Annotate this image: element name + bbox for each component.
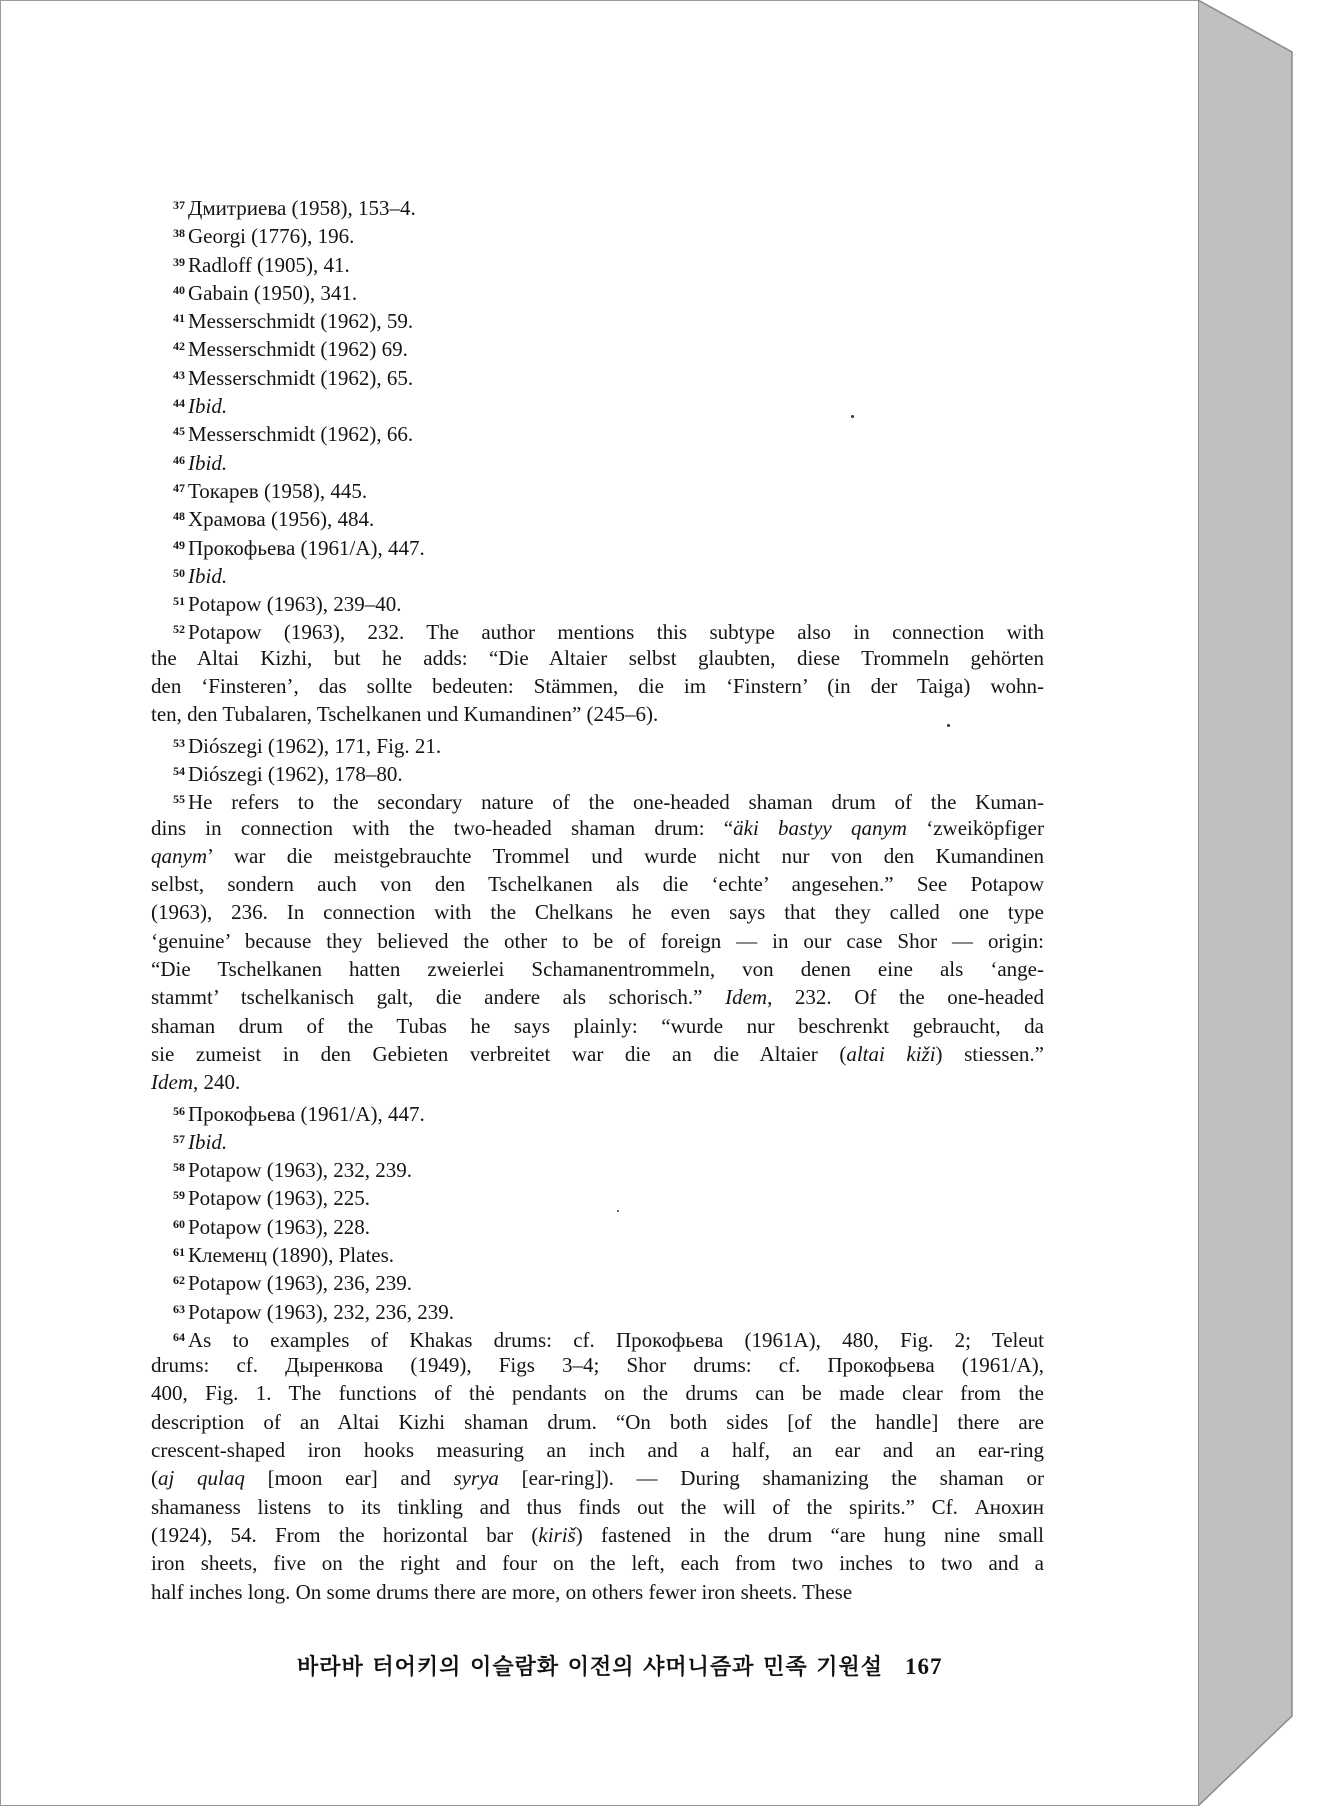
footnote	[151, 474, 1044, 502]
footnote-number: 39	[173, 254, 185, 269]
footnote-number: 58	[173, 1160, 185, 1175]
italic-text: Ibid.	[188, 394, 228, 419]
footnote-text: den ‘Finsteren’, das sollte bedeuten: Stämmen, die im ‘Finstern’ (in der Taiga) wohn-	[151, 674, 1044, 699]
footnote-text: ’ war die meistgebrauchte Trommel und wurde nicht nur von den Kumandinen	[207, 843, 1044, 868]
footnote-continuation	[151, 983, 1044, 1011]
footnote-number: 55	[173, 792, 185, 807]
footnote-number: 56	[173, 1103, 185, 1118]
footnote	[151, 304, 1044, 332]
footnote-number: 63	[173, 1301, 185, 1316]
footnote-text: Radloff (1905), 41.	[188, 252, 350, 277]
footnote-number: 53	[173, 735, 185, 750]
footnote-text: Potapow (1963), 228.	[188, 1214, 370, 1239]
footnote-text: iron sheets, five on the right and four on the left, each from two inches to two and a	[151, 1551, 1044, 1576]
footnote	[151, 1097, 1044, 1125]
footnote-continuation	[151, 1040, 1044, 1068]
footnote-continuation	[151, 955, 1044, 983]
footnote-text: Messerschmidt (1962), 59.	[188, 309, 414, 334]
footnote	[151, 587, 1044, 615]
footnote-text: Gabain (1950), 341.	[188, 280, 358, 305]
footnote	[151, 446, 1044, 474]
footnote-continuation	[151, 1521, 1044, 1549]
footnote	[151, 1210, 1044, 1238]
footnote-number: 64	[173, 1329, 185, 1344]
footnote-text: Дмитриева (1958), 153–4.	[188, 196, 416, 220]
footnote	[151, 1266, 1044, 1294]
footnote	[151, 219, 1044, 247]
footnote	[151, 361, 1044, 389]
scan-speck	[851, 415, 854, 418]
footnote-text: crescent-shaped iron hooks measuring an inch and a half, an ear and an ear-ring	[151, 1438, 1044, 1463]
footnote-text: Potapow (1963), 232, 239.	[188, 1158, 412, 1183]
footnote-text: Messerschmidt (1962), 65.	[188, 365, 414, 390]
footnote	[151, 1238, 1044, 1266]
footnote-continuation	[151, 870, 1044, 898]
footnote-text: half inches long. On some drums there are more, on others fewer iron sheets. These	[151, 1579, 853, 1604]
footnote-text: Potapow (1963), 236, 239.	[188, 1271, 412, 1296]
footnote	[151, 559, 1044, 587]
footnote	[151, 389, 1044, 417]
footnote-text: Diószegi (1962), 171, Fig. 21.	[188, 733, 442, 758]
footnote-text: [moon ear] and	[244, 1466, 454, 1491]
italic-text: Idem	[151, 1070, 193, 1095]
italic-text: altai kiži	[846, 1041, 936, 1066]
footnote-continuation	[151, 672, 1044, 700]
footnote	[151, 785, 1044, 813]
footnote-text: Georgi (1776), 196.	[188, 224, 355, 249]
scan-speck	[947, 724, 950, 727]
footnote	[151, 531, 1044, 559]
footnote-text: ) fastened in the drum “are hung nine small	[575, 1522, 1044, 1547]
footnote-continuation	[151, 644, 1044, 672]
italic-text: syrya	[453, 1466, 499, 1491]
footnote-continuation	[151, 1068, 1044, 1096]
footnote-number: 54	[173, 763, 185, 778]
footnote-number: 41	[173, 311, 185, 326]
footnote-continuation	[151, 1549, 1044, 1577]
footnote-continuation	[151, 1578, 1044, 1606]
footnote-text: dins in connection with the two-headed shaman drum: “	[151, 815, 734, 840]
footnote-text: sie zumeist in den Gebieten verbreitet war die an die Altaier (	[151, 1041, 847, 1066]
italic-text: aj qulaq	[158, 1466, 245, 1491]
footnote	[151, 1125, 1044, 1153]
footnote	[151, 1295, 1044, 1323]
footnote-number: 46	[173, 452, 185, 467]
footnote-text: Прокофьева (1961/A), 447.	[188, 1101, 425, 1126]
footnote-number: 48	[173, 509, 185, 524]
footnote-number: 40	[173, 282, 185, 297]
footnote-text: Прокофьева (1961/A), 447.	[188, 535, 425, 560]
footnote-continuation	[151, 1012, 1044, 1040]
footnote	[151, 332, 1044, 360]
footnote-text: [ear-ring]). — During shamanizing the shaman or	[498, 1466, 1044, 1491]
italic-text: Ibid.	[188, 563, 228, 588]
italic-text: Ibid.	[188, 450, 228, 475]
footnote-text: Potapow (1963), 232, 236, 239.	[188, 1299, 454, 1324]
footnote-text: Храмова (1956), 484.	[188, 507, 375, 532]
footnote-continuation	[151, 1408, 1044, 1436]
footnote-text: As to examples of Khakas drums: cf. Прокофьева (1961A), 480, Fig. 2; Teleut	[188, 1327, 1044, 1352]
footnote-continuation	[151, 1493, 1044, 1521]
footnote-number: 51	[173, 594, 185, 609]
footnote-text: Diószegi (1962), 178–80.	[188, 761, 403, 786]
footnote	[151, 615, 1044, 643]
footnote	[151, 1323, 1044, 1351]
italic-text: kiriš	[538, 1522, 576, 1547]
footnote-text: 400, Fig. 1. The functions of thė pendants on the drums can be made clear from the	[151, 1381, 1044, 1406]
footnote-text: shamaness listens to its tinkling and thus finds out the will of the spirits.” Cf. Анохин	[151, 1494, 1044, 1519]
footnote-text: ‘genuine’ because they believed the other to be of foreign — in our case Shor — origin:	[151, 928, 1044, 953]
footnote	[151, 276, 1044, 304]
page-footer	[297, 1650, 943, 1681]
footnote-number: 45	[173, 424, 185, 439]
footnote-text: Messerschmidt (1962), 66.	[188, 422, 414, 447]
footnote-text: ‘zweiköpfiger	[906, 815, 1044, 840]
footnote	[151, 191, 1044, 219]
scan-speck	[617, 1210, 619, 1212]
footnote-text: , 240.	[192, 1070, 241, 1095]
footnote-number: 60	[173, 1216, 185, 1231]
footnote	[151, 1181, 1044, 1209]
footnote	[151, 502, 1044, 530]
footnote-text: stammt’ tschelkanisch galt, die andere als schorisch.”	[151, 985, 726, 1010]
footnote-text: Messerschmidt (1962) 69.	[188, 337, 408, 362]
footnote-number: 62	[173, 1273, 185, 1288]
footnote-text: (	[151, 1466, 158, 1491]
footnote-number: 42	[173, 339, 185, 354]
footnote-text: drums: cf. Дыренкова (1949), Figs 3–4; Shor drums: cf. Прокофьева (1961/A),	[151, 1353, 1044, 1378]
footnote-text: (1924), 54. From the horizontal bar (	[151, 1522, 539, 1547]
footnote-text: , 232. Of the one-headed	[767, 985, 1044, 1010]
footnote	[151, 248, 1044, 276]
footnote-text: Potapow (1963), 232. The author mentions this subtype also in connection with	[188, 620, 1044, 645]
footnote-text: ten, den Tubalaren, Tschelkanen und Kumandinen” (245–6).	[151, 702, 659, 727]
italic-text: qanym	[151, 843, 207, 868]
footnote-number: 49	[173, 537, 185, 552]
page-number: 167	[905, 1654, 943, 1679]
footnote-text: (1963), 236. In connection with the Chelkans he even says that they called one type	[151, 900, 1044, 925]
page-stack-edge	[1198, 0, 1294, 1806]
footnote-number: 38	[173, 226, 185, 241]
italic-text: Idem	[725, 985, 768, 1010]
footnote-continuation	[151, 1436, 1044, 1464]
footnote-text: “Die Tschelkanen hatten zweierlei Schamanentrommeln, von denen eine als ‘ange-	[151, 957, 1044, 982]
footnote	[151, 729, 1044, 757]
footnote-text: the Altai Kizhi, but he adds: “Die Altaier selbst glaubten, diese Trommeln gehörten	[151, 645, 1044, 670]
footnote-number: 37	[173, 198, 185, 212]
footnote	[151, 417, 1044, 445]
running-title: 바라바 터어키의 이슬람화 이전의 샤머니즘과 민족 기원설	[297, 1655, 884, 1680]
footnote-number: 61	[173, 1244, 185, 1259]
footnote-number: 47	[173, 480, 185, 495]
footnote-number: 50	[173, 565, 185, 580]
footnote-continuation	[151, 898, 1044, 926]
footnote-continuation	[151, 1351, 1044, 1379]
footnote-text: Клеменц (1890), Plates.	[188, 1242, 395, 1267]
footnote-text: description of an Altai Kizhi shaman drum. “On both sides [of the handle] there are	[151, 1409, 1044, 1434]
footnote-number: 59	[173, 1188, 185, 1203]
footnote-text: selbst, sondern auch von den Tschelkanen als die ‘echte’ angesehen.” See Potapow	[151, 872, 1044, 897]
footnote-number: 43	[173, 367, 185, 382]
footnote-continuation	[151, 1379, 1044, 1407]
italic-text: Ibid.	[188, 1129, 228, 1154]
footnote-text: shaman drum of the Tubas he says plainly: “wurde nur beschrenkt gebraucht, da	[151, 1013, 1044, 1038]
footnote-number: 52	[173, 622, 185, 637]
footnote-number: 44	[173, 396, 185, 411]
footnote	[151, 757, 1044, 785]
footnote-text: Potapow (1963), 225.	[188, 1186, 370, 1211]
footnote-continuation	[151, 814, 1044, 842]
footnote-continuation	[151, 1464, 1044, 1492]
footnotes	[151, 191, 1044, 1606]
footnote-text: Токарев (1958), 445.	[188, 478, 368, 503]
footnote	[151, 1153, 1044, 1181]
footnote-continuation	[151, 842, 1044, 870]
footnote-number: 57	[173, 1131, 185, 1146]
footnote-text: Potapow (1963), 239–40.	[188, 592, 402, 617]
footnote-continuation	[151, 927, 1044, 955]
footnote-text: He refers to the secondary nature of the one-headed shaman drum of the Kuman-	[188, 790, 1044, 815]
italic-text: äki bastyy qanym	[733, 815, 907, 840]
footnote-text: ) stiessen.”	[935, 1041, 1044, 1066]
footnote-continuation	[151, 700, 1044, 728]
